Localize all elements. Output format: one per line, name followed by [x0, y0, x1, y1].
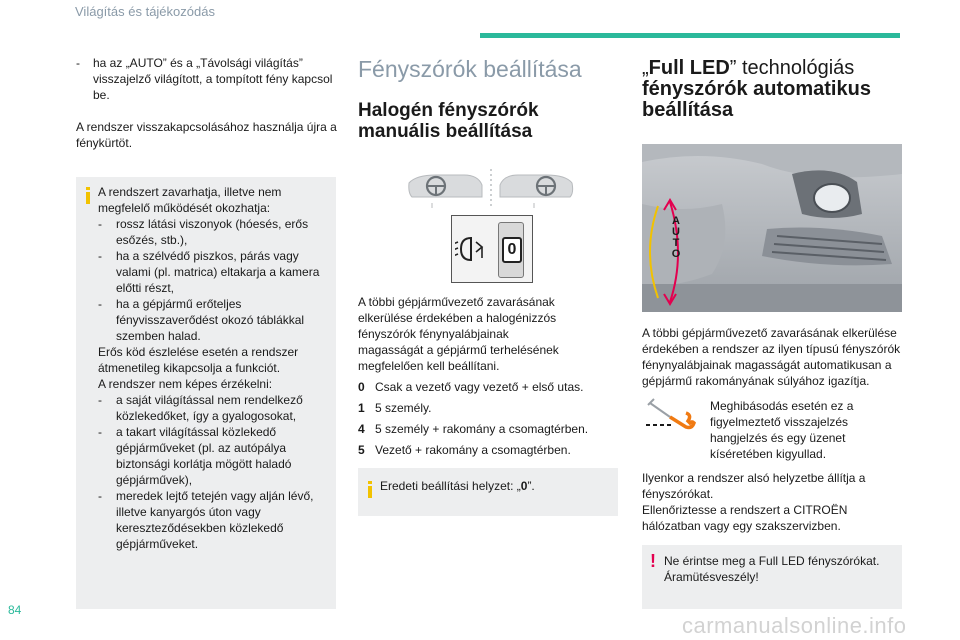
list-item: - a saját világítással nem rendelkező közlekedőket, így a gyalogosokat, [98, 393, 303, 423]
thumbwheel [498, 222, 524, 278]
wrench-warning-icon [644, 397, 696, 437]
page-number: 84 [8, 603, 22, 617]
full-led-paragraph: A többi gépjárművezető zavarásának elkerülése érdekében a rendszer az ilyen típusú fényszórók fénynyalábjainak magasságát automatikusan a gépjármű rakományának súlyához igazítja. [642, 326, 901, 388]
list-item: - ha a gépjármű erőteljes fényvisszaverődést okozó táblákkal szemben halad. [98, 297, 305, 343]
setting-row: 1 5 személy. [358, 401, 432, 415]
watermark: carmanualsonline.info [682, 613, 907, 638]
check-system-paragraph: Ellenőriztesse a rendszert a CITROËN hálózatban vagy egy szakszervizben. [642, 503, 848, 533]
info-box-limitations [76, 177, 336, 609]
warning-box-electric-shock [642, 545, 902, 609]
electric-shock-warning: Ne érintse meg a Full LED fényszórókat. Áramütésveszély! [664, 554, 880, 584]
lower-position-paragraph: Ilyenkor a rendszer alsó helyzetbe állítja a fényszórókat. [642, 471, 866, 501]
intro-bullet: - ha az „AUTO” és a „Távolsági világítás” visszajelző világított, a tompított fény kapcsol be. [76, 56, 333, 102]
reactivate-paragraph: A rendszer visszakapcsolásához használja újra a fénykürtöt. [76, 120, 337, 150]
list-item: - ha a szélvédő piszkos, párás vagy valami (pl. matrica) eltakarja a kamera előtti részt, [98, 249, 320, 295]
steering-wheels-illustration [406, 165, 576, 210]
section-header: Világítás és tájékozódás [75, 4, 215, 19]
load-settings-list [358, 379, 603, 463]
box-cannot-detect: A rendszer nem képes érzékelni: [98, 377, 273, 391]
box-fog-paragraph: Erős köd észlelése esetén a rendszer átmenetileg kikapcsolja a funkciót. [98, 345, 299, 375]
intro-bullet-text: ha az „AUTO” és a „Távolsági világítás” visszajelző világított, a tompított fény kapcsol be. [93, 56, 333, 102]
subsection-title: Halogén fényszórók manuális beállítása [358, 100, 539, 142]
section-title: Fényszórók beállítása [358, 56, 582, 82]
info-box-default-setting [358, 468, 618, 516]
list-item: - meredek lejtő tetején vagy alján lévő, illetve kanyargós úton vagy kereszteződésekben közlekedő gépjárműveket. [98, 489, 314, 551]
list-item: - a takart világítással közlekedő gépjárműveket (pl. az autópálya biztonsági korlátja mögött haladó gépjárművek), [98, 425, 292, 487]
halogen-paragraph: A többi gépjárművezető zavarásának elkerülése érdekében a halogénizzós fényszórók fénynyalábjainak magasságát a gépjármű terhelésének megfelelően kell beállítani. [358, 295, 559, 373]
full-led-title: „Full LED” technológiás fényszórók automatikus beállítása [642, 57, 871, 121]
header-accent-bar [480, 33, 900, 38]
thumbwheel-value: 0 [502, 237, 522, 263]
setting-row: 5 Vezető + rakomány a csomagtérben. [358, 443, 571, 457]
warning-icon: ! [650, 551, 656, 571]
list-item: - rossz látási viszonyok (hóesés, erős esőzés, stb.), [98, 217, 309, 247]
info-icon [366, 481, 373, 498]
setting-row: 4 5 személy + rakomány a csomagtérben. [358, 422, 589, 436]
setting-row: 0 Csak a vezető vagy vezető + első utas. [358, 380, 584, 394]
box-intro: A rendszert zavarhatja, illetve nem megfelelő működését okozhatja: [98, 185, 282, 215]
headlamp-adjust-control [451, 215, 533, 283]
fault-paragraph: Meghibásodás esetén ez a figyelmeztető visszajelzés hangjelzés és egy üzenet kíséretében kigyullad. [710, 399, 854, 461]
default-setting-note: Eredeti beállítási helyzet: „0”. [380, 479, 535, 493]
auto-label: A U T O [671, 215, 681, 260]
headlamp-level-icon [455, 234, 489, 264]
info-icon [84, 187, 91, 204]
